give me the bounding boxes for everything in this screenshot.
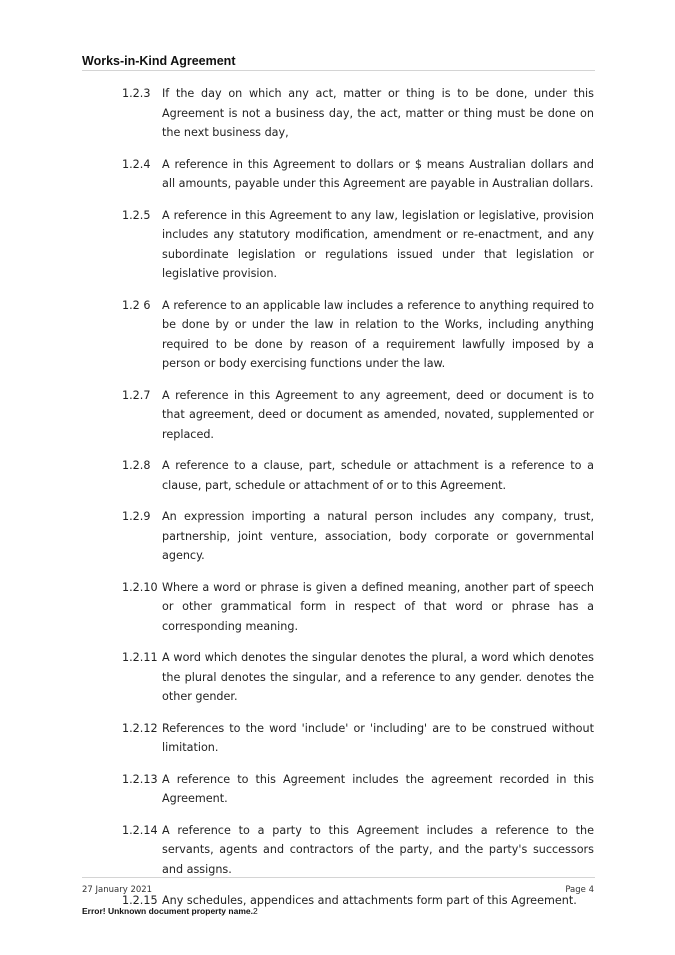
clause-text: An expression importing a natural person includes any company, trust, partnership, joint venture, association, body corporate or governmental agency.: [162, 510, 594, 562]
clause-text: References to the word 'include' or 'including' are to be construed without limitation.: [162, 721, 594, 754]
clause-number: 1.2.11: [122, 651, 158, 664]
clause-item: [122, 456, 594, 495]
clause-item: [122, 386, 594, 445]
clause-text: Where a word or phrase is given a defined meaning, another part of speech or other grammatical form in respect of that word or phrase has a corresponding meaning.: [162, 580, 594, 633]
document-title: Works-in-Kind Agreement: [82, 54, 236, 68]
clause-number: 1.2.14: [122, 823, 158, 837]
footer-date: 27 January 2021: [82, 885, 153, 895]
footer-property-error: [82, 906, 258, 916]
clause-text: A reference to an applicable law includes a reference to anything required to be done by or under the law in relation to the Works, including anything required to be done by reason of a requirement lawfully imposed by a person or body exercising functions under the law.: [162, 298, 594, 370]
clause-number: 1.2 6: [122, 298, 151, 312]
clause-number: 1.2.12: [122, 721, 158, 735]
clause-text: A reference to this Agreement includes the agreement recorded in this Agreement.: [162, 772, 594, 805]
clause-item: [122, 155, 594, 194]
page-header: [82, 53, 595, 71]
clause-text: A reference in this Agreement to any agreement, deed or document is to that agreement, deed or document as amended, novated, supplemented or replaced.: [162, 388, 594, 441]
footer-divider: [82, 877, 595, 878]
clause-item: [122, 84, 594, 143]
clause-number: 1.2.7: [122, 388, 151, 402]
clause-number: 1.2.9: [122, 510, 151, 523]
clause-item: [122, 648, 594, 707]
footer-page-number: Page 4: [565, 885, 594, 895]
clause-item: [122, 507, 594, 566]
footer-error-message: Error! Unknown document property name.: [82, 906, 253, 916]
clause-text: A reference in this Agreement to dollars or $ means Australian dollars and all amounts, payable under this Agreement are payable in Australian dollars.: [162, 157, 594, 190]
clause-text: A reference to a clause, part, schedule or attachment is a reference to a clause, part, schedule or attachment of or to this Agreement.: [162, 459, 594, 492]
clause-number: 1.2.5: [122, 208, 151, 222]
clause-text: A reference in this Agreement to any law, legislation or legislative, provision includes any statutory modification, amendment or re-enactment, and any subordinate legislation or regulations issued under that legislation or legislative provision.: [162, 208, 594, 280]
clause-item: [122, 770, 594, 809]
clause-item: [122, 296, 594, 374]
clause-number: 1.2.13: [122, 772, 158, 786]
clause-number: 1.2.10: [122, 580, 158, 594]
clause-item: [122, 719, 594, 758]
clause-number: 1.2.8: [122, 459, 151, 472]
clause-text: A word which denotes the singular denotes the plural, a word which denotes the plural denotes the singular, and a reference to any gender. denotes the other gender.: [162, 651, 594, 703]
clause-number: 1.2.4: [122, 157, 151, 171]
clause-text: Any schedules, appendices and attachments form part of this Agreement.: [162, 894, 577, 907]
clause-item: [122, 821, 594, 880]
clause-number: 1.2.3: [122, 87, 151, 100]
clause-text: If the day on which any act, matter or thing is to be done, under this Agreement is not a business day, the act, matter or thing must be done on the next business day,: [162, 87, 594, 139]
clause-list: [122, 84, 594, 923]
footer-error-suffix: 2: [252, 906, 258, 916]
clause-number: 1.2.15: [122, 894, 158, 907]
clause-item: [122, 206, 594, 284]
clause-text: A reference to a party to this Agreement includes a reference to the servants, agents and contractors of the party, and the party's successors and assigns.: [162, 823, 594, 876]
clause-item: [122, 578, 594, 637]
